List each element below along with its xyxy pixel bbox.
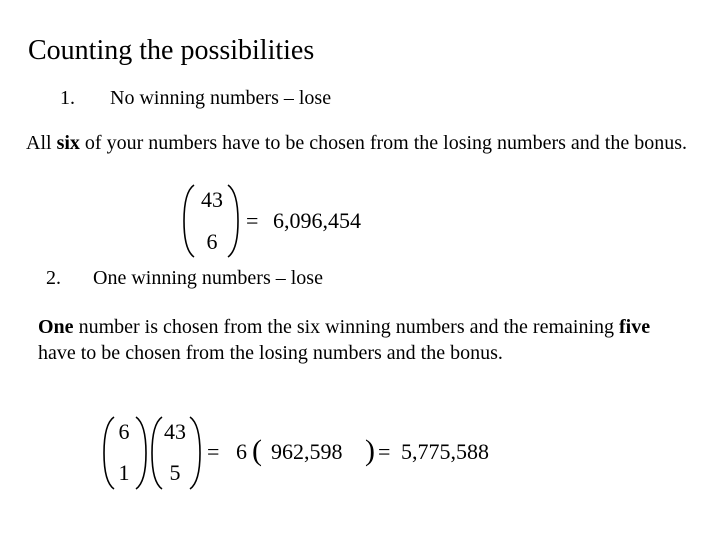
- item-2-number: 2.: [46, 267, 61, 289]
- formula-1-equals: =: [246, 208, 259, 233]
- formula-2-open-paren: (: [252, 434, 262, 467]
- formula-2-coefficient: 6: [236, 439, 247, 464]
- formula-2-result: 5,775,588: [401, 439, 489, 464]
- item-2-bold-one: One: [38, 316, 74, 338]
- formula-1-result: 6,096,454: [273, 208, 361, 233]
- item-1-bold-six: six: [56, 132, 80, 154]
- formula-2-inner-value: 962,598: [271, 439, 343, 464]
- item-2-heading: One winning numbers – lose: [93, 267, 323, 289]
- formula-2-equals: =: [207, 439, 220, 464]
- binomial-1-right-paren: [226, 184, 240, 258]
- binomial-1-bottom: 6: [206, 229, 218, 254]
- item-1-paragraph: All six of your numbers have to be chosen from the losing numbers and the bonus.: [26, 132, 688, 154]
- binomial-2b-right-paren: [188, 416, 202, 490]
- slide-title: Counting the possibilities: [28, 35, 315, 66]
- binomial-2a-right-paren: [134, 416, 148, 490]
- item-2-bold-five: five: [619, 316, 651, 338]
- formula-2-close-paren: ): [365, 434, 375, 467]
- binomial-2a-bottom: 1: [118, 460, 130, 485]
- item-2-paragraph: One number is chosen from the six winning numbers and the remaining five have to be chosen from the losing numbers and the bonus.: [38, 316, 651, 364]
- binomial-2b-bottom: 5: [169, 460, 181, 485]
- item-1-heading: No winning numbers – lose: [110, 87, 332, 109]
- formula-2-equals-2: =: [378, 439, 391, 464]
- item-1-number: 1.: [60, 87, 75, 109]
- binomial-2a-top: 6: [118, 419, 130, 444]
- binomial-1-top: 43: [201, 187, 223, 212]
- binomial-2b-top: 43: [164, 419, 186, 444]
